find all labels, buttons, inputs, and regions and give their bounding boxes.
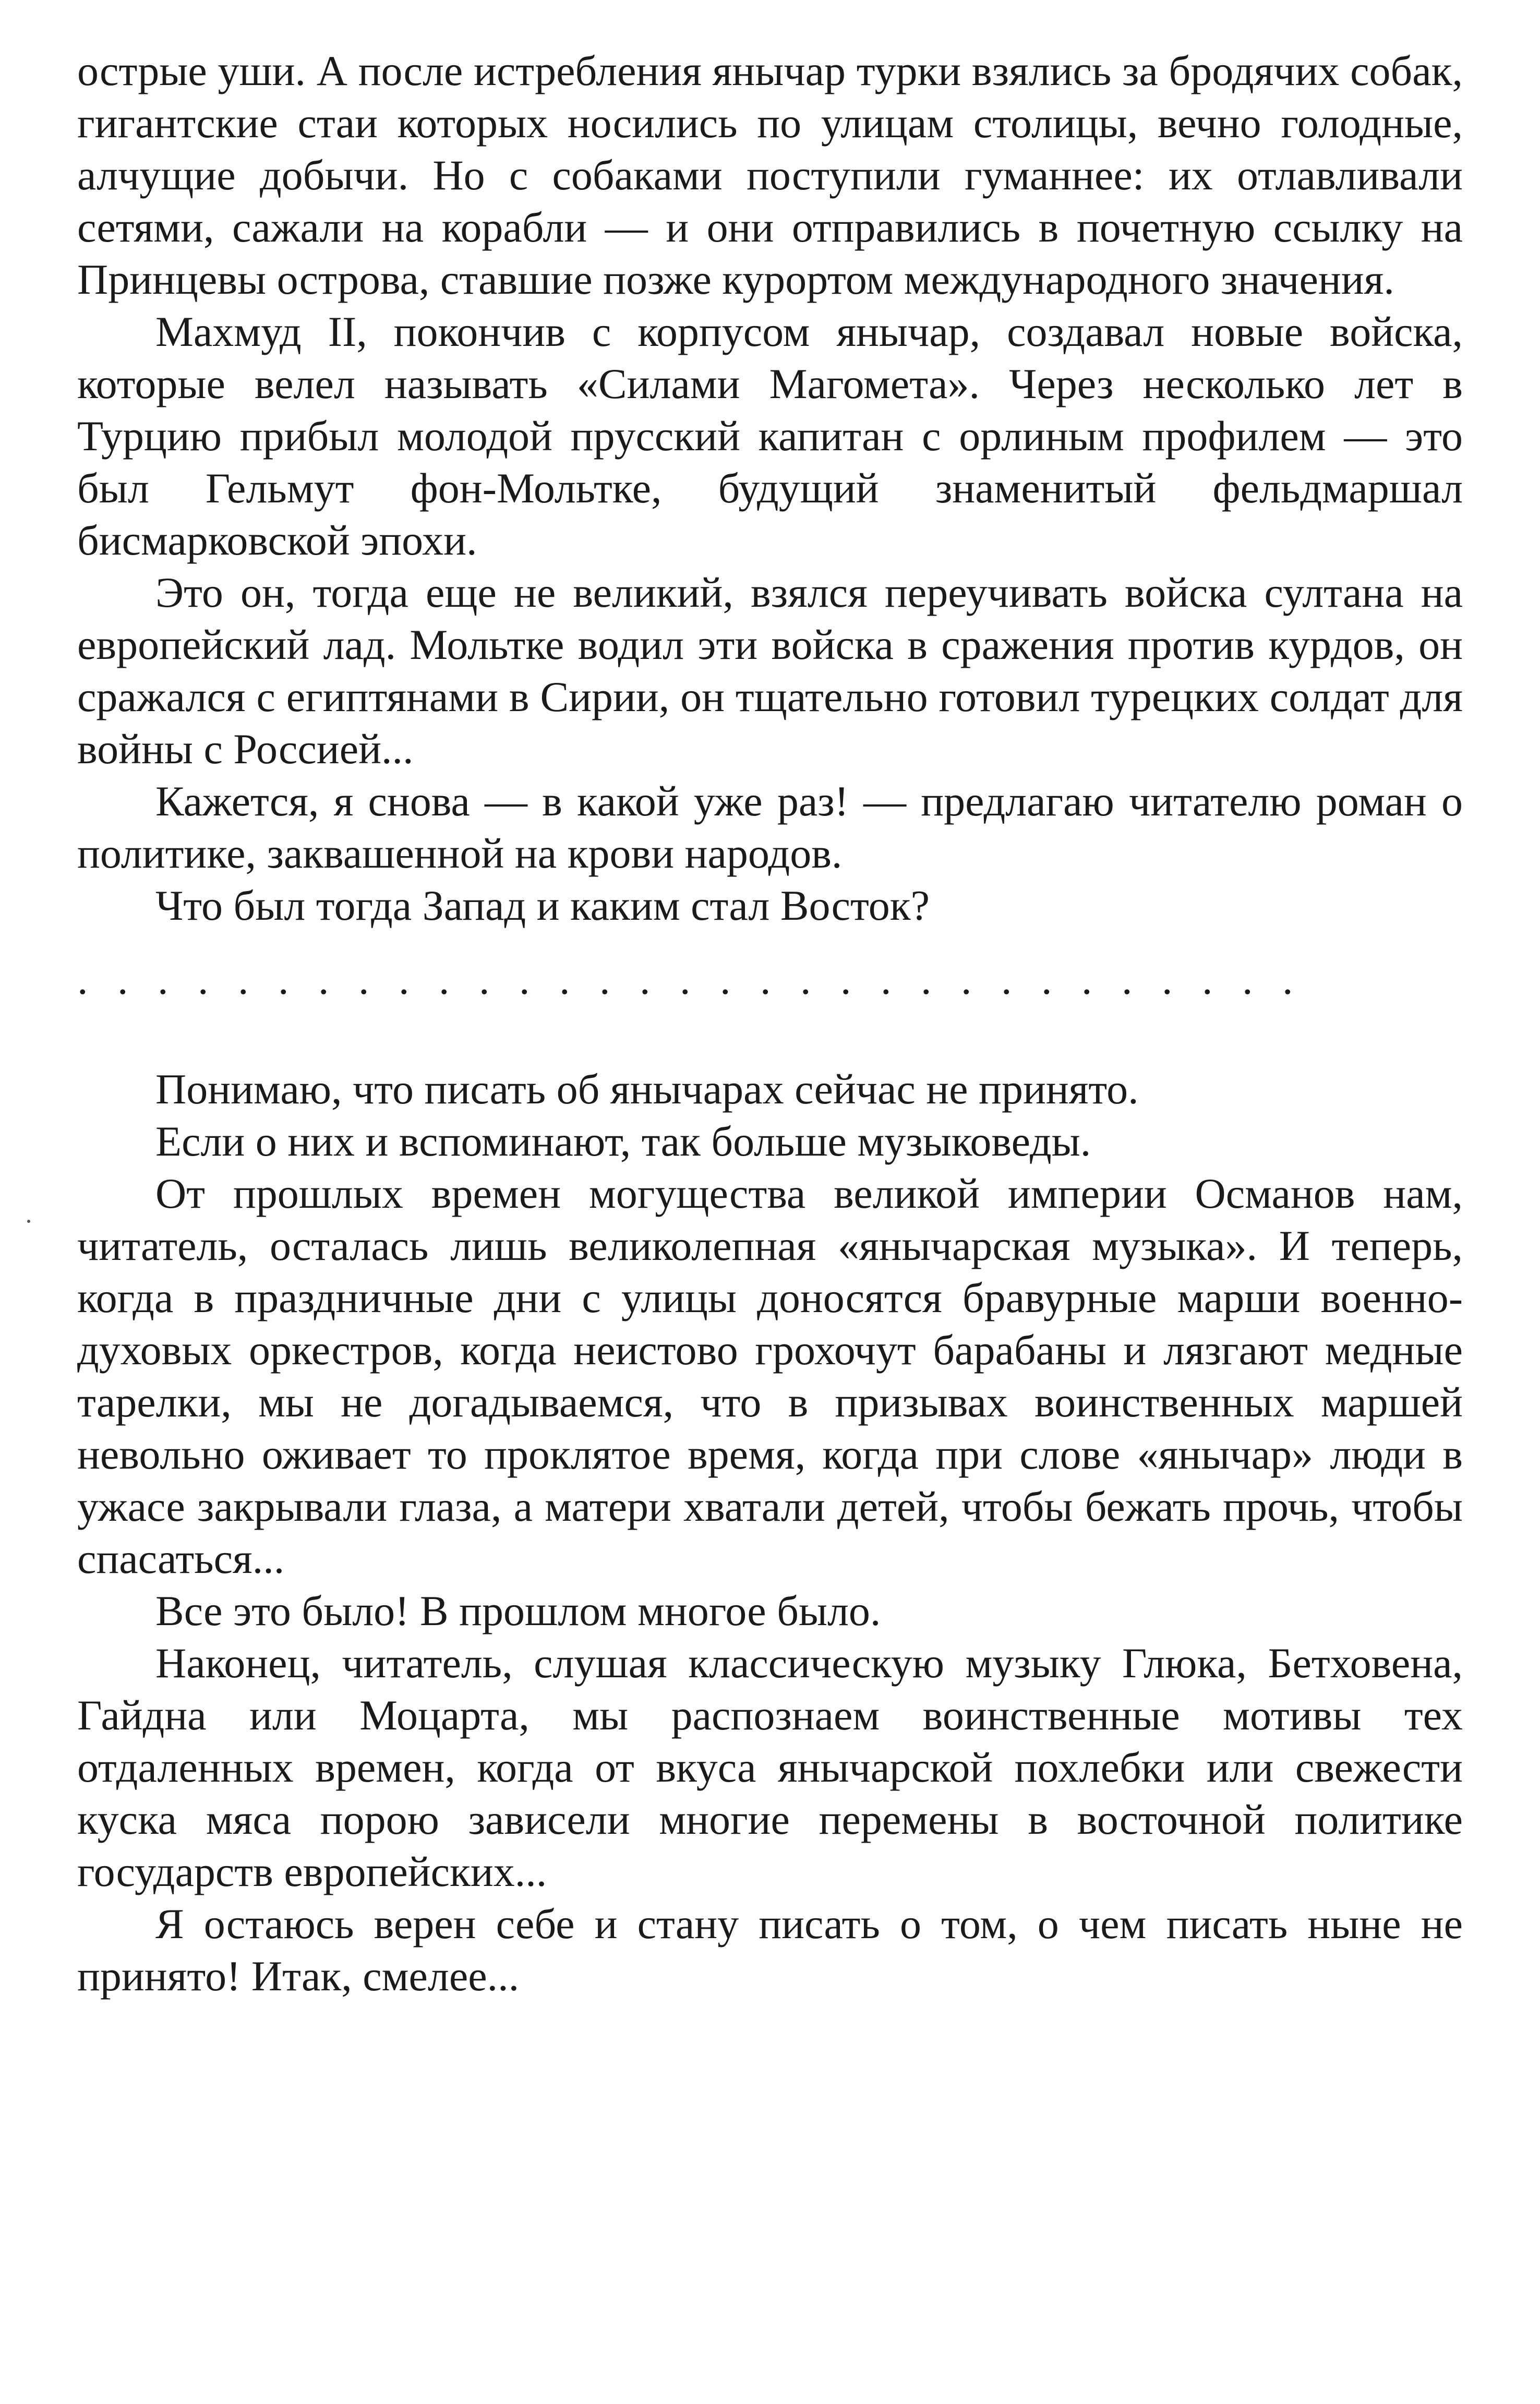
paragraph-1: острые уши. А после истребления янычар турки взялись за бродячих собак, гигантские стаи которых носились по улицам столицы, вечно голодные, алчущие добычи. Но с собаками поступили гуманнее: их отлавливали сетями, сажали на корабли — и они отправились в почетную ссылку на Принцевы острова, ставшие позже курортом международного значения. <box>77 47 1463 303</box>
section-separator: ............................... <box>77 956 1322 1003</box>
paragraph-4: Кажется, я снова — в какой уже раз! — предлагаю читателю роман о политике, заквашенной на крови народов. <box>77 777 1463 877</box>
print-speck <box>27 1220 30 1223</box>
paragraph-8: От прошлых времен могущества великой империи Османов нам, читатель, осталась лишь великолепная «янычарская музыка». И теперь, когда в праздничные дни с улицы доносятся бравурные марши военно-духовых оркестров, когда неистово грохочут барабаны и лязгают медные тарелки, мы не догадываемся, что в призывах воинственных маршей невольно оживает то проклятое время, когда при слове «янычар» люди в ужасе закрывали глаза, а матери хватали детей, чтобы бежать прочь, чтобы спасаться... <box>77 1170 1463 1582</box>
paragraph-5: Что был тогда Запад и каким стал Восток? <box>155 882 930 929</box>
paragraph-6: Понимаю, что писать об янычарах сейчас не принято. <box>155 1065 1139 1113</box>
paragraph-11: Я остаюсь верен себе и стану писать о том, о чем писать ныне не принято! Итак, смелее... <box>77 1900 1463 2000</box>
paragraph-2: Махмуд II, покончив с корпусом янычар, создавал новые войска, которые велел называть «Силами Магомета». Через несколько лет в Турцию прибыл молодой прусский капитан с орлиным профилем — это был Гельмут фон-Мольтке, будущий знаменитый фельдмаршал бисмарковской эпохи. <box>77 308 1463 564</box>
paragraph-9: Все это было! В прошлом многое было. <box>155 1587 881 1634</box>
book-page <box>77 45 1463 2002</box>
paragraph-10: Наконец, читатель, слушая классическую музыку Глюка, Бетховена, Гайдна или Моцарта, мы распознаем воинственные мотивы тех отдаленных времен, когда от вкуса янычарской похлебки или свежести куска мяса порою зависели многие перемены в восточной политике государств европейских... <box>77 1639 1463 1895</box>
paragraph-7: Если о них и вспоминают, так больше музыковеды. <box>155 1117 1091 1165</box>
paragraph-3: Это он, тогда еще не великий, взялся переучивать войска султана на европейский лад. Мольтке водил эти войска в сражения против курдов, он сражался с египтянами в Сирии, он тщательно готовил турецких солдат для войны с Россией... <box>77 569 1463 773</box>
